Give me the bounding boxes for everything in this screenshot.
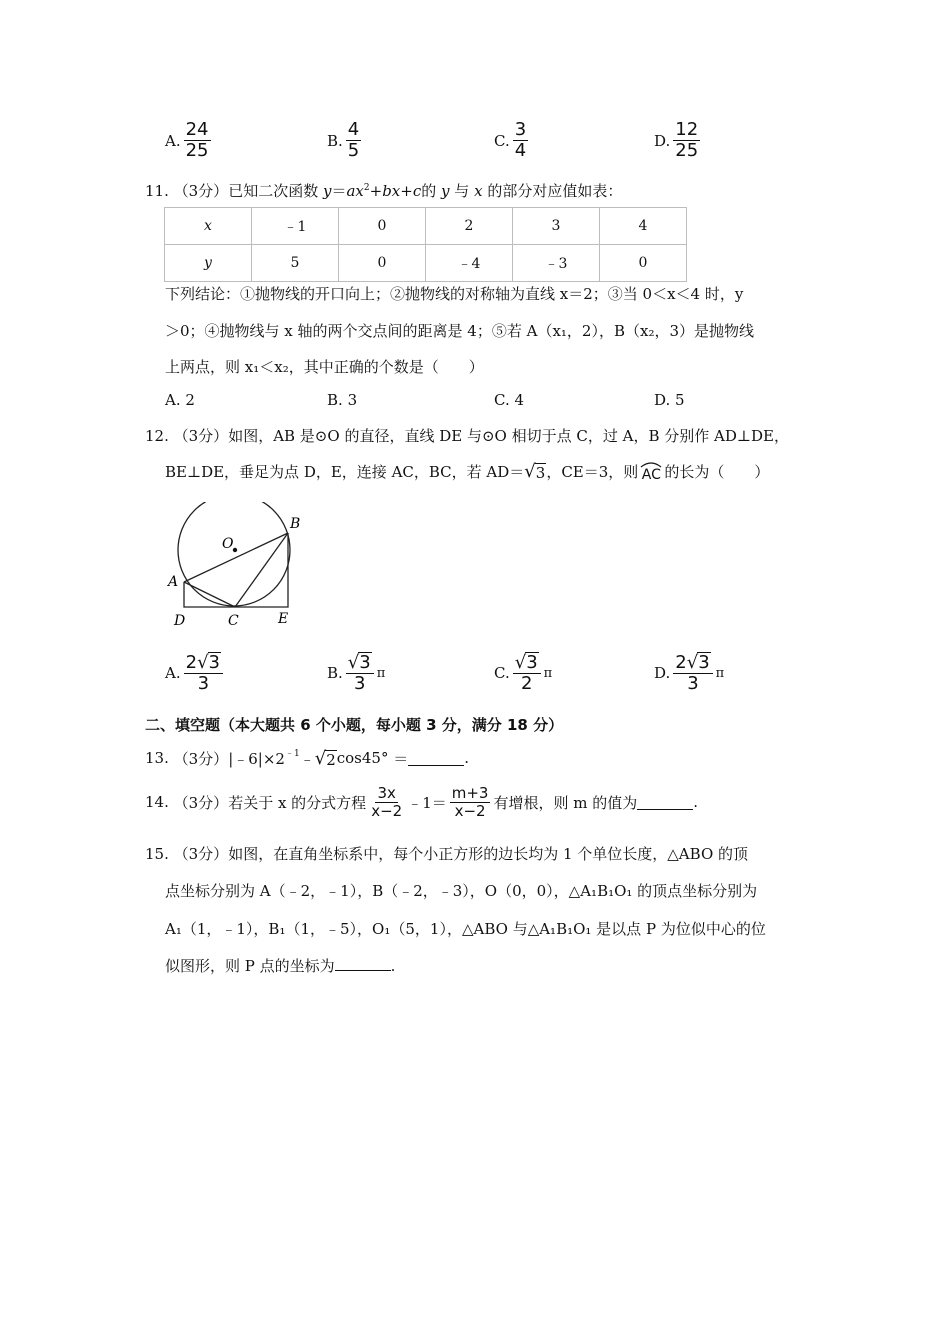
- table-cell: ﹣3: [513, 245, 600, 282]
- label-o: O: [222, 536, 234, 552]
- answer-blank[interactable]: [408, 751, 464, 766]
- table-cell: ﹣4: [426, 245, 513, 282]
- label-e: E: [278, 611, 289, 627]
- option-letter: B.: [327, 131, 343, 150]
- question-score: （3分）: [173, 749, 229, 768]
- option-fraction: $\frac{3}{4}$: [514, 119, 527, 161]
- q12-option-b: B. √ 3 3 π: [327, 652, 386, 694]
- option-fraction: √ 3 2: [513, 652, 541, 694]
- question-number: 12.: [145, 427, 169, 445]
- q12-option-a: A. 2 √ 3 3: [165, 652, 226, 694]
- question-number: 11.: [145, 182, 169, 200]
- table-cell: y: [165, 245, 252, 282]
- q11-option-d: D. 5: [654, 391, 685, 409]
- q12-option-c: C. √ 3 2 π: [494, 652, 553, 694]
- option-letter: C.: [494, 131, 510, 150]
- option-letter: A.: [165, 131, 181, 150]
- option-letter: D.: [654, 131, 671, 150]
- sqrt-expression: √ 2: [314, 747, 336, 769]
- q11-stem: 11. （3分）已知二次函数 $y=ax^2+bx+c$的 y 与 x 的部分对应值如表：: [145, 182, 623, 200]
- option-fraction: 2 √ 3 3: [673, 652, 712, 694]
- arc-ac: AC: [639, 461, 663, 482]
- option-fraction: $\frac{4}{5}$: [347, 119, 360, 161]
- question-score: （3分）: [173, 182, 229, 200]
- fraction-m3-over-x-2: $\frac{m+3}{x-2}$: [451, 783, 489, 820]
- table-cell: 0: [600, 245, 687, 282]
- q10-option-a: [165, 120, 214, 161]
- question-number: 15.: [145, 845, 169, 863]
- table-cell: x: [165, 208, 252, 245]
- option-fraction: $\frac{12}{25}$: [675, 119, 699, 161]
- table-row: [165, 245, 687, 282]
- q11-conclusion-line2: ＞0；④抛物线与 x 轴的两个交点间的距离是 4；⑤若 A（x₁，2），B（x₂，3）是抛物线: [165, 322, 755, 340]
- q11-option-a: A. 2: [165, 391, 195, 409]
- option-fraction: √ 3 3: [346, 652, 374, 694]
- q11-conclusion-line3: 上两点，则 x₁＜x₂，其中正确的个数是（ ）: [165, 358, 484, 376]
- fraction-3x-over-x-2: $\frac{3x}{x-2}$: [371, 783, 403, 820]
- table-cell: 2: [426, 208, 513, 245]
- q10-option-b: [327, 120, 364, 161]
- section-heading: 二、填空题（本大题共 6 个小题，每小题 3 分，满分 18 分）: [145, 716, 564, 734]
- q11-option-b: B. 3: [327, 391, 358, 409]
- question-number: 14.: [145, 793, 169, 811]
- q12-circle-figure: [165, 502, 315, 632]
- label-b: B: [290, 516, 301, 532]
- option-fraction: $\frac{24}{25}$: [185, 119, 209, 161]
- option-fraction: 2 √ 3 3: [184, 652, 223, 694]
- q11-option-c: C. 4: [494, 391, 525, 409]
- label-a: A: [168, 574, 179, 590]
- q12-option-d: D. 2 √ 3 3 π: [654, 652, 725, 694]
- table-cell: 4: [600, 208, 687, 245]
- table-cell: 0: [339, 208, 426, 245]
- segment-bc: [235, 533, 288, 607]
- q10-option-d: [654, 120, 703, 161]
- question-score: （3分）: [173, 427, 229, 445]
- q12-line1: 12. （3分）如图，AB 是⊙O 的直径，直线 DE 与⊙O 相切于点 C，过 A，B 分别作 AD⊥DE，: [145, 427, 789, 445]
- q15-line2: 点坐标分别为 A（﹣2，﹣1），B（﹣2，﹣3），O（0，0），△A₁B₁O₁ 的顶点坐标分别为: [165, 882, 758, 900]
- q15-line1: 15. （3分）如图，在直角坐标系中，每个小正方形的边长均为 1 个单位长度，△ABO 的顶: [145, 845, 749, 863]
- table-cell: 5: [252, 245, 339, 282]
- question-number: 13.: [145, 749, 169, 767]
- question-score: （3分）: [173, 845, 229, 863]
- q15-line3: A₁（1，﹣1），B₁（1，﹣5），O₁（5，1），△ABO 与△A₁B₁O₁ 是以点 P 为位似中心的位: [165, 920, 766, 938]
- segment-ac: [184, 582, 235, 607]
- q13: 13. （3分） |﹣6|×2 $^{﹣1}$ ﹣ √ 2 cos45° ＝ .: [145, 747, 470, 769]
- q11-conclusion-line1: 下列结论：①抛物线的开口向上；②抛物线的对称轴为直线 x＝2；③当 0＜x＜4 时，y: [165, 285, 744, 303]
- rectangle-adeb: [184, 533, 288, 607]
- label-c: C: [228, 613, 239, 629]
- question-score: （3分）: [173, 793, 229, 812]
- q10-option-c: [494, 120, 531, 161]
- table-cell: 3: [513, 208, 600, 245]
- q15-line4: 似图形，则 P 点的坐标为 .: [165, 957, 396, 975]
- sqrt-expression: √ 3: [524, 460, 546, 482]
- label-d: D: [174, 613, 186, 629]
- q14: 14. （3分） 若关于 x 的分式方程 $\frac{3x}{x-2}$ ﹣1＝ $\frac{m+3}{x-2}$ 有增根，则 m 的值为 .: [145, 783, 699, 820]
- q12-line2: BE⊥DE，垂足为点 D，E，连接 AC，BC，若 AD＝ √ 3 ，CE＝3，则 AC 的长为（ ）: [165, 460, 770, 483]
- table-row: [165, 208, 687, 245]
- diameter-ab: [184, 533, 288, 582]
- answer-blank[interactable]: [335, 956, 391, 971]
- q11-value-table: [164, 207, 687, 282]
- table-cell: 0: [339, 245, 426, 282]
- table-cell: ﹣1: [252, 208, 339, 245]
- answer-blank[interactable]: [637, 795, 693, 810]
